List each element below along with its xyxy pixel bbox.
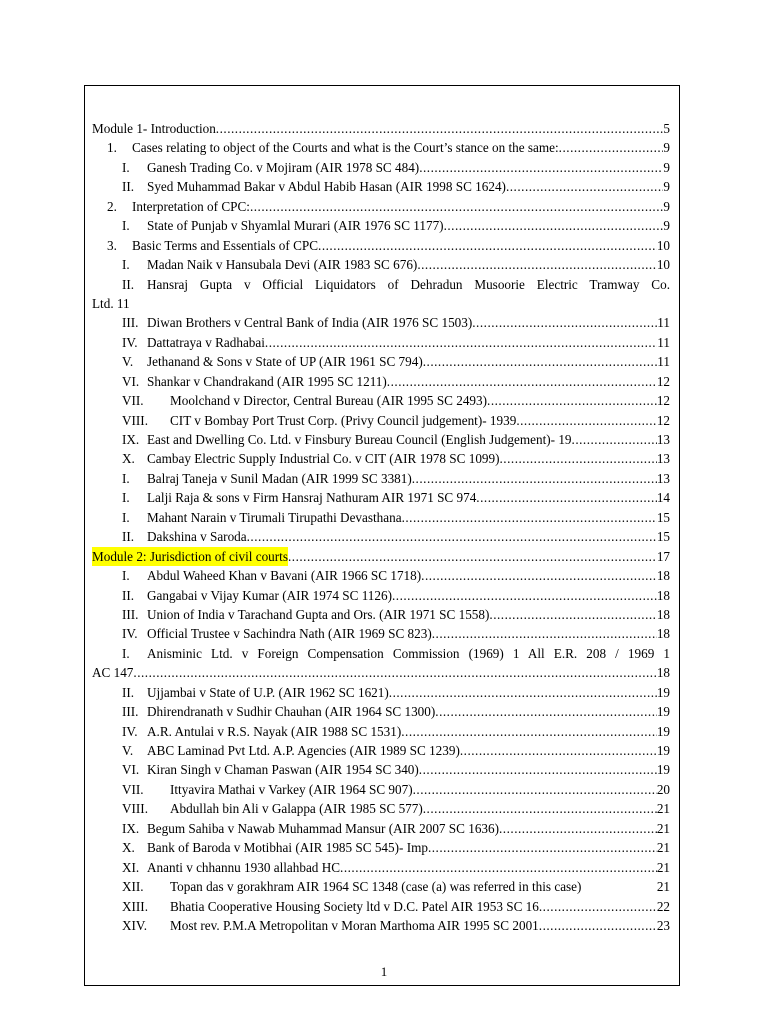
toc-page-number: 19 (656, 762, 670, 778)
toc-entry[interactable] (92, 158, 670, 177)
toc-entry-title: Basic Terms and Essentials of CPC (132, 237, 319, 253)
toc-entry-title: CIT v Bombay Port Trust Corp. (Privy Council judgement)- 1939 (170, 412, 517, 428)
toc-entry-title: Topan das v gorakhram AIR 1964 SC 1348 (case (a) was referred in this case) (170, 879, 582, 895)
dot-leader (412, 469, 657, 488)
toc-entry-number: IX. (122, 432, 140, 447)
toc-page-number: 9 (663, 159, 670, 175)
toc-entry[interactable] (92, 449, 670, 468)
toc-page-number: 13 (656, 432, 670, 447)
dot-leader (499, 819, 657, 838)
toc-entry[interactable] (92, 469, 670, 488)
toc-entry-title: Ananti v chhannu 1930 allahbad HC (147, 859, 341, 875)
toc-page-number: 12 (656, 393, 670, 409)
toc-entry-number: I. (122, 490, 130, 506)
dot-leader (423, 352, 658, 371)
dot-leader (539, 916, 657, 935)
dot-leader (419, 760, 657, 779)
toc-entry-number: I. (122, 470, 130, 486)
dot-leader (392, 586, 657, 605)
toc-entry-title: Kiran Singh v Chaman Paswan (AIR 1954 SC 340) (147, 762, 419, 778)
dot-leader (421, 566, 657, 585)
toc-entry-number: IV. (122, 334, 138, 350)
toc-entry-title: Most rev. P.M.A Metropolitan v Moran Marthoma AIR 1995 SC 2001 (170, 917, 539, 933)
toc-entry[interactable] (92, 411, 670, 430)
toc-entry[interactable] (92, 352, 670, 371)
toc-page-number: 21 (656, 801, 670, 817)
toc-entry-number: X. (122, 840, 135, 856)
toc-page-number: 19 (656, 684, 670, 700)
toc-page-number: 13 (656, 470, 670, 486)
toc-entry[interactable] (92, 138, 670, 157)
dot-leader (265, 333, 657, 352)
toc-entry[interactable] (92, 780, 670, 799)
table-of-contents (92, 119, 670, 935)
toc-entry-number: XIII. (122, 898, 148, 914)
toc-entry-number: VIII. (122, 801, 148, 817)
toc-entry-title: Begum Sahiba v Nawab Muhammad Mansur (AIR 2007 SC 1636) (147, 820, 499, 836)
dot-leader (340, 858, 657, 877)
toc-entry-number: IV. (122, 626, 138, 642)
dot-leader (516, 411, 657, 430)
toc-entry-number: XI. (122, 859, 140, 875)
toc-entry-number: I. (122, 218, 130, 234)
toc-entry[interactable] (92, 702, 670, 721)
toc-entry[interactable] (92, 916, 670, 935)
dot-leader (572, 430, 657, 449)
toc-entry-number: VI. (122, 762, 140, 778)
toc-page-number: 18 (656, 568, 670, 584)
toc-entry-number: I. (122, 159, 130, 175)
toc-page-number: 20 (656, 781, 670, 797)
toc-entry-number: I. (122, 257, 130, 273)
toc-entry-title: Abdul Waheed Khan v Bavani (AIR 1966 SC 1718) (147, 568, 422, 584)
toc-entry-number: V. (122, 354, 134, 370)
toc-entry-title: Balraj Taneja v Sunil Madan (AIR 1999 SC 3381) (147, 470, 412, 486)
dot-leader (288, 547, 657, 566)
toc-entry-number: VII. (122, 393, 144, 409)
toc-entry-title: Interpretation of CPC: (132, 198, 250, 214)
toc-entry-number: VII. (122, 781, 144, 797)
toc-entry-title: Dhirendranath v Sudhir Chauhan (AIR 1964 SC 1300) (147, 704, 436, 720)
toc-entry-title: Official Trustee v Sachindra Nath (AIR 1969 SC 823) (147, 626, 432, 642)
toc-entry-title: Gangabai v Vijay Kumar (AIR 1974 SC 1126) (147, 587, 392, 603)
toc-entry-number: III. (122, 315, 139, 331)
toc-entry[interactable] (92, 372, 670, 391)
toc-page-number: 21 (656, 859, 670, 875)
dot-leader (401, 722, 657, 741)
toc-page-number: 5 (663, 121, 670, 136)
toc-page-number: 9 (663, 179, 670, 195)
toc-entry-number: II. (122, 529, 135, 545)
toc-entry[interactable] (92, 430, 670, 449)
toc-entry[interactable] (92, 819, 670, 838)
dot-leader (472, 313, 657, 332)
toc-page-number: 17 (656, 548, 670, 564)
toc-page-number: 15 (656, 529, 670, 545)
toc-entry-number: X. (122, 451, 135, 467)
toc-entry-title: Module 2: Jurisdiction of civil courts (92, 547, 288, 566)
toc-entry-number: V. (122, 743, 134, 758)
toc-page-number: 18 (656, 587, 670, 603)
toc-entry-title: Hansraj Gupta v Official Liquidators of Dehradun Musoorie Electric Tramway Co. (147, 276, 670, 292)
toc-entry-number: VIII. (122, 412, 148, 428)
dot-leader (506, 177, 663, 196)
toc-entry-number: 2. (107, 198, 117, 214)
dot-leader (487, 391, 657, 410)
toc-entry[interactable] (92, 605, 670, 624)
toc-page-number: 9 (663, 218, 670, 234)
toc-page-number: 11 (657, 334, 670, 350)
toc-page-number: 18 (656, 626, 670, 642)
toc-entry-title: Abdullah bin Ali v Galappa (AIR 1985 SC 577) (170, 801, 423, 817)
dot-leader (489, 605, 656, 624)
toc-page-number: 21 (656, 820, 670, 836)
dot-leader (133, 663, 656, 682)
toc-entry[interactable] (92, 838, 670, 857)
toc-entry[interactable] (92, 683, 670, 702)
dot-leader (428, 838, 657, 857)
toc-entry[interactable] (92, 119, 670, 138)
toc-entry-title: Anisminic Ltd. v Foreign Compensation Commission (1969) 1 All E.R. 208 / 1969 1 (147, 645, 670, 661)
toc-entry-number: I. (122, 645, 130, 661)
toc-page-number: 9 (663, 140, 670, 156)
toc-page-number: 23 (656, 917, 670, 933)
toc-page-number: 15 (656, 509, 670, 525)
dot-leader (389, 683, 657, 702)
toc-entry-title: Ittyavira Mathai v Varkey (AIR 1964 SC 907) (170, 781, 413, 797)
toc-entry-number: 1. (107, 140, 117, 156)
dot-leader (417, 255, 657, 274)
toc-entry-title: Mahant Narain v Tirumali Tirupathi Devasthana (147, 509, 402, 525)
toc-entry[interactable] (92, 722, 670, 741)
toc-module-heading[interactable] (92, 547, 670, 566)
toc-entry-title: Moolchand v Director, Central Bureau (AIR 1995 SC 2493) (170, 393, 488, 409)
toc-entry[interactable] (92, 216, 670, 235)
toc-entry-title: Module 1- Introduction (92, 121, 216, 136)
toc-entry-title: Ujjambai v State of U.P. (AIR 1962 SC 1621) (147, 684, 389, 700)
dot-leader (539, 897, 657, 916)
toc-entry[interactable] (92, 799, 670, 818)
toc-entry[interactable] (92, 741, 670, 760)
toc-page-number: 10 (656, 237, 670, 253)
toc-entry[interactable] (92, 586, 670, 605)
toc-page-number: 13 (656, 451, 670, 467)
toc-entry[interactable] (92, 197, 670, 216)
dot-leader (432, 624, 657, 643)
toc-entry-number: II. (122, 587, 135, 603)
toc-entry-title: Dakshina v Saroda (147, 529, 247, 545)
toc-entry-title: A.R. Antulai v R.S. Nayak (AIR 1988 SC 1531) (147, 723, 402, 739)
toc-entry[interactable] (92, 566, 670, 585)
toc-entry-title: Union of India v Tarachand Gupta and Ors. (AIR 1971 SC 1558) (147, 606, 490, 622)
toc-entry-title: Lalji Raja & sons v Firm Hansraj Nathuram AIR 1971 SC 974 (147, 490, 477, 506)
toc-entry[interactable] (92, 275, 670, 314)
toc-entry-title: East and Dwelling Co. Ltd. v Finsbury Bureau Council (English Judgement)- 19 (147, 432, 572, 447)
toc-entry-title: ABC Laminad Pvt Ltd. A.P. Agencies (AIR 1989 SC 1239) (147, 743, 460, 758)
toc-entry-number: II. (122, 179, 135, 195)
toc-entry-title: Madan Naik v Hansubala Devi (AIR 1983 SC 676) (147, 257, 418, 273)
toc-entry-number: IV. (122, 723, 138, 739)
toc-entry-number: III. (122, 704, 139, 720)
toc-entry-continuation: Ltd. 11 (92, 295, 130, 311)
toc-page-number: 21 (656, 840, 670, 856)
toc-entry-number: VI. (122, 373, 140, 389)
toc-entry-number: XIV. (122, 917, 148, 933)
toc-entry-title: State of Punjab v Shyamlal Murari (AIR 1976 SC 1177) (147, 218, 444, 234)
dot-leader (500, 449, 657, 468)
toc-page-number: 9 (663, 198, 670, 214)
toc-entry-number: II. (122, 276, 135, 292)
toc-entry-title: Bank of Baroda v Motibhai (AIR 1985 SC 545)- Imp (147, 840, 428, 856)
dot-leader (413, 780, 657, 799)
dot-leader (318, 236, 657, 255)
dot-leader (460, 741, 657, 760)
toc-entry[interactable] (92, 527, 670, 546)
dot-leader (435, 702, 657, 721)
dot-leader (559, 138, 664, 157)
dot-leader (216, 119, 664, 138)
toc-entry[interactable] (92, 177, 670, 196)
toc-entry[interactable] (92, 236, 670, 255)
toc-entry-number: IX. (122, 820, 140, 836)
toc-entry-title: Cambay Electric Supply Industrial Co. v CIT (AIR 1978 SC 1099) (147, 451, 500, 467)
toc-page-number: 22 (656, 898, 670, 914)
toc-entry[interactable] (92, 333, 670, 352)
toc-page-number: 12 (656, 412, 670, 428)
dot-leader (423, 799, 657, 818)
toc-page-number: 19 (656, 723, 670, 739)
dot-leader (402, 508, 657, 527)
dot-leader (476, 488, 657, 507)
toc-page-number: 10 (656, 257, 670, 273)
toc-entry[interactable] (92, 255, 670, 274)
dot-leader (247, 527, 657, 546)
toc-entry-title: Diwan Brothers v Central Bank of India (AIR 1976 SC 1503) (147, 315, 473, 331)
dot-leader (419, 158, 663, 177)
toc-entry-title: Shankar v Chandrakand (AIR 1995 SC 1211) (147, 373, 387, 389)
dot-leader (387, 372, 657, 391)
toc-entry[interactable] (92, 897, 670, 916)
toc-entry-number: III. (122, 606, 139, 622)
toc-entry-number: 3. (107, 237, 117, 253)
toc-page-number: 14 (656, 490, 670, 506)
toc-entry-number: II. (122, 684, 135, 700)
toc-page-number: 18 (656, 606, 670, 622)
toc-page-number: 19 (656, 743, 670, 758)
toc-entry[interactable] (92, 760, 670, 779)
dot-leader (250, 197, 663, 216)
toc-entry-title: Dattatraya v Radhabai (147, 334, 265, 350)
toc-entry-title: Jethanand & Sons v State of UP (AIR 1961 SC 794) (147, 354, 423, 370)
toc-entry[interactable] (92, 488, 670, 507)
toc-entry-number: I. (122, 568, 130, 584)
toc-entry[interactable] (92, 313, 670, 332)
toc-entry[interactable] (92, 624, 670, 643)
toc-page-number: 21 (656, 879, 670, 895)
toc-entry-number: XII. (122, 879, 144, 895)
toc-entry[interactable] (92, 508, 670, 527)
dot-leader (444, 216, 664, 235)
toc-entry-title: Cases relating to object of the Courts and what is the Court’s stance on the same: (132, 140, 559, 156)
toc-entry-continuation: AC 147 (92, 665, 134, 681)
toc-entry-title: Syed Muhammad Bakar v Abdul Habib Hasan (AIR 1998 SC 1624) (147, 179, 506, 195)
toc-page-number: 18 (656, 665, 670, 681)
toc-entry[interactable] (92, 877, 670, 896)
page-number: 1 (380, 964, 388, 979)
toc-entry-title: Bhatia Cooperative Housing Society ltd v D.C. Patel AIR 1953 SC 16 (170, 898, 539, 914)
toc-page-number: 19 (656, 704, 670, 720)
toc-page-number: 11 (657, 354, 670, 370)
toc-page-number: 12 (656, 373, 670, 389)
toc-entry[interactable] (92, 644, 670, 683)
toc-entry[interactable] (92, 858, 670, 877)
toc-page-number: 11 (657, 315, 670, 331)
toc-entry-title: Ganesh Trading Co. v Mojiram (AIR 1978 SC 484) (147, 159, 420, 175)
toc-entry-number: I. (122, 509, 130, 525)
toc-entry[interactable] (92, 391, 670, 410)
